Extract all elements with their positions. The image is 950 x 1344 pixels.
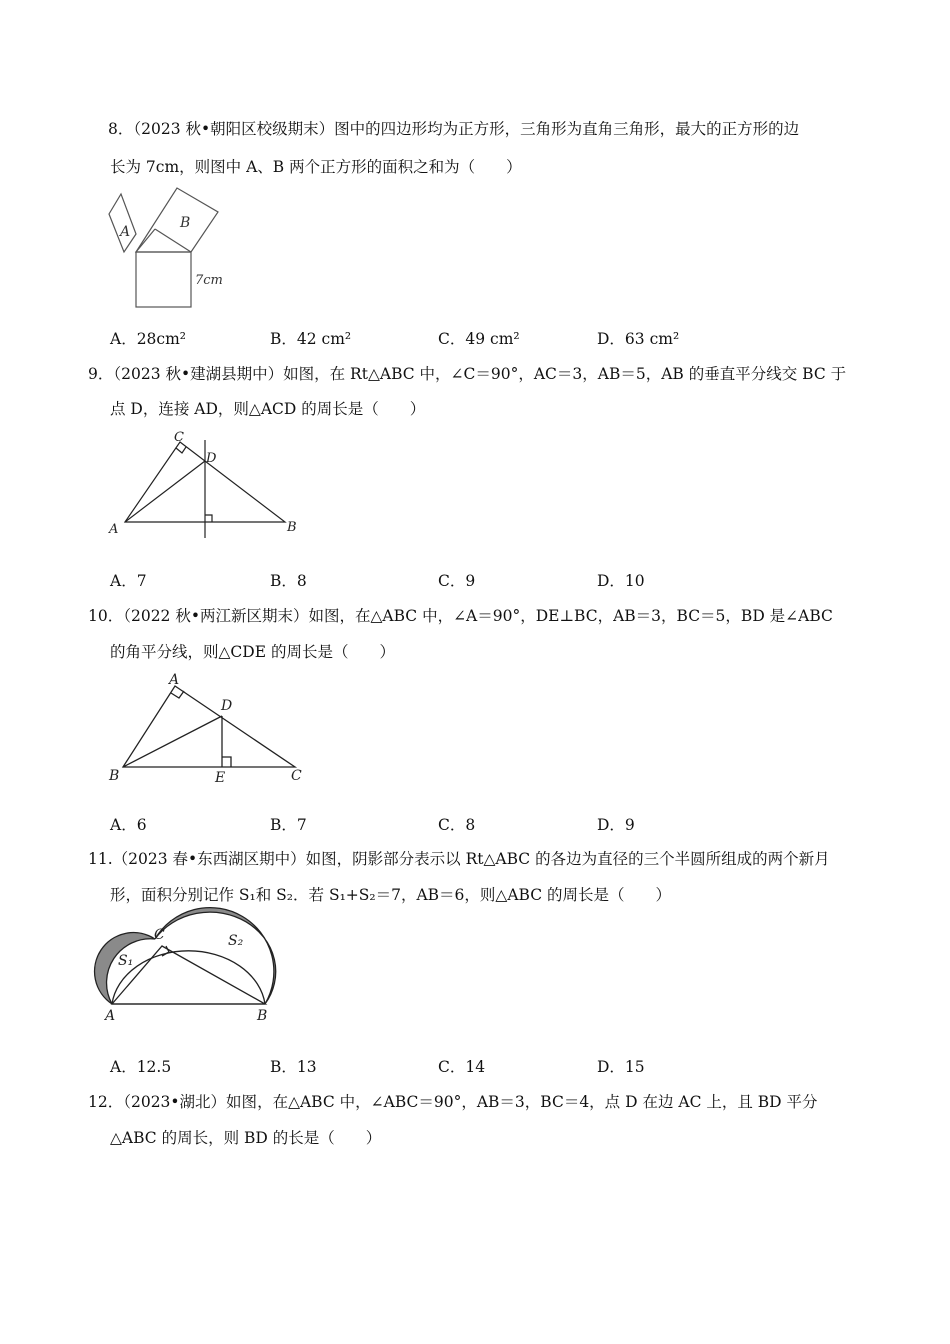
q10-choice-d[interactable]: D．9 (597, 816, 635, 834)
q9-choices (110, 569, 870, 589)
q11-text-line2: 形，面积分别记作 S₁和 S₂．若 S₁+S₂＝7，AB＝6，则△ABC 的周长是（ ） (110, 886, 671, 904)
q11-label-s1: S₁ (118, 953, 134, 969)
q10-text-line1: 10．（2022 秋•两江新区期末）如图，在△ABC 中，∠A＝90°，DE⊥BC，AB＝3，BC＝5，BD 是∠ABC (88, 607, 833, 625)
q10-choice-a[interactable]: A．6 (110, 816, 147, 834)
q8-choices (110, 327, 870, 347)
q11-label-s2: S₂ (228, 933, 244, 949)
q10-label-b: B (109, 768, 120, 784)
q8-choice-a[interactable]: A．28cm² (110, 330, 187, 348)
q10-segment-bd (123, 716, 222, 767)
q10-choice-c[interactable]: C．8 (438, 816, 476, 834)
q11-label-a: A (105, 1008, 116, 1024)
q11-choices (110, 1055, 870, 1075)
q8-label-side: 7cm (195, 273, 223, 288)
q11-choice-c[interactable]: C．14 (438, 1058, 486, 1076)
q10-text-line2: 的角平分线，则△CDE 的周长是（ ） (110, 643, 395, 661)
q9-choice-a[interactable]: A．7 (110, 572, 147, 590)
q11-text-line1: 11.（2023 春•东西湖区期中）如图，阴影部分表示以 Rt△ABC 的各边为直径的三个半圆所组成的两个新月 (88, 850, 830, 868)
q10-figure (105, 668, 310, 788)
q9-label-b: B (287, 520, 297, 535)
q9-figure (105, 425, 305, 545)
q12-text-line2: △ABC 的周长，则 BD 的长是（ ） (110, 1129, 382, 1147)
q9-text-line1: 9．（2023 秋•建湖县期中）如图，在 Rt△ABC 中，∠C＝90°，AC＝3，AB＝5，AB 的垂直平分线交 BC 于 (88, 365, 847, 383)
q9-choice-b[interactable]: B．8 (270, 572, 307, 590)
q8-choice-c[interactable]: C．49 cm² (438, 330, 520, 348)
q9-choice-d[interactable]: D．10 (597, 572, 645, 590)
q11-triangle (112, 946, 265, 1004)
q8-text-line1: 8．（2023 秋•朝阳区校级期末）图中的四边形均为正方形，三角形为直角三角形，最大的正方形的边 (108, 120, 800, 138)
q11-lune-s2 (155, 908, 276, 1004)
q8-figure (100, 180, 240, 315)
q10-triangle (123, 686, 295, 767)
q9-label-d: D (206, 451, 217, 466)
q11-choice-b[interactable]: B．13 (270, 1058, 317, 1076)
q10-label-e: E (215, 770, 226, 786)
q11-label-b: B (257, 1008, 268, 1024)
q11-figure (100, 908, 285, 1033)
q9-text-line2: 点 D，连接 AD，则△ACD 的周长是（ ） (110, 400, 426, 418)
q8-big-square (136, 252, 191, 307)
q8-label-a: A (120, 224, 131, 240)
q11-label-c: C (154, 927, 165, 943)
q10-label-d: D (221, 698, 233, 714)
q10-label-a: A (169, 672, 180, 688)
q11-choice-d[interactable]: D．15 (597, 1058, 645, 1076)
q9-label-a: A (109, 522, 119, 537)
q8-choice-b[interactable]: B．42 cm² (270, 330, 352, 348)
q9-label-c: C (174, 430, 184, 445)
q8-text-line2: 长为 7cm，则图中 A、B 两个正方形的面积之和为（ ） (110, 158, 522, 176)
q11-choice-a[interactable]: A．12.5 (110, 1058, 172, 1076)
q8-square-a (109, 194, 136, 252)
q12-text-line1: 12．（2023•湖北）如图，在△ABC 中，∠ABC＝90°，AB＝3，BC＝4，点 D 在边 AC 上，且 BD 平分 (88, 1093, 818, 1111)
q8-choice-d[interactable]: D．63 cm² (597, 330, 680, 348)
q9-choice-c[interactable]: C．9 (438, 572, 476, 590)
q9-segment-ad (125, 461, 205, 522)
q10-choice-b[interactable]: B．7 (270, 816, 307, 834)
q10-choices (110, 813, 870, 833)
q8-label-b: B (180, 215, 191, 231)
q10-label-c: C (291, 768, 302, 784)
